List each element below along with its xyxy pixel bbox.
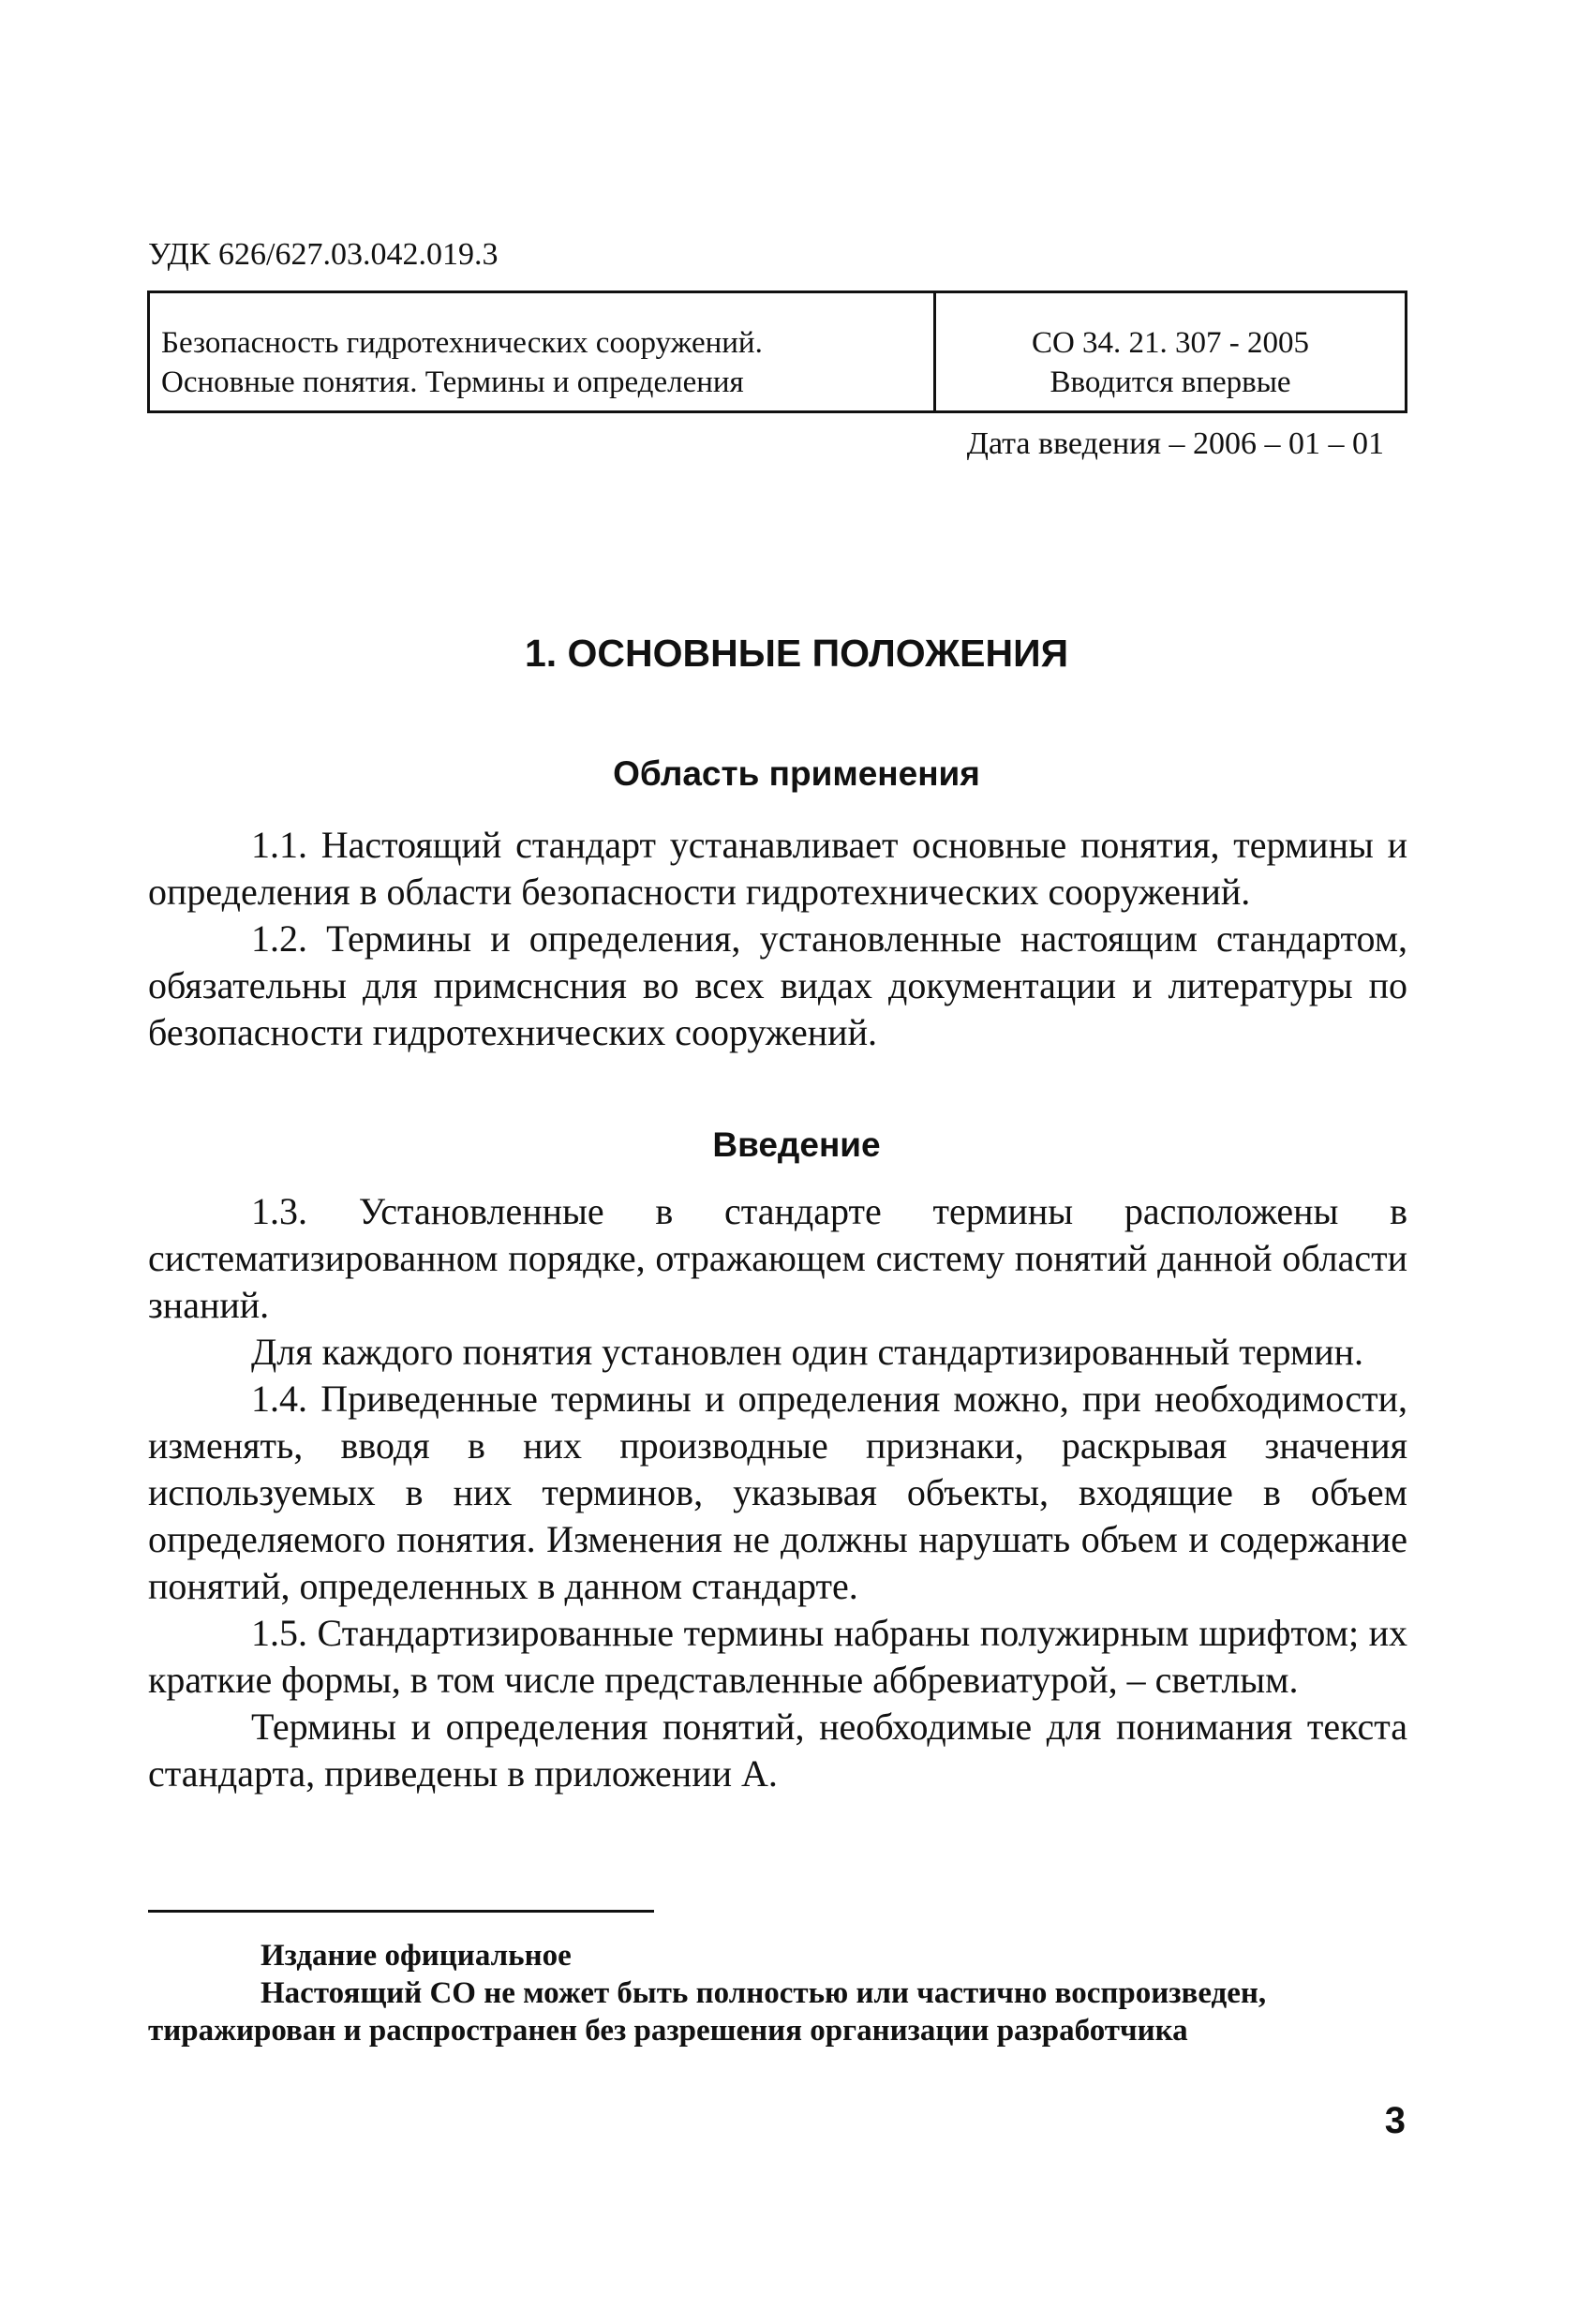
page-number: 3 <box>1384 2100 1406 2141</box>
standard-title-line-1: Безопасность гидротехнических сооружений. <box>161 326 763 360</box>
paragraph-1-2: 1.2. Термины и определения, установленные настоящим стандартом, обязательны для примснсния во всех видах документации и литературы по безопасности гидротехнических сооружений. <box>148 917 1407 1053</box>
paragraph-1-3: 1.3. Установленные в стандарте термины расположены в систематизированном порядке, отражающем систему понятий данной области знаний. <box>148 1190 1407 1326</box>
paragraph-1-4: 1.4. Приведенные термины и определения можно, при необходимости, изменять, вводя в них производные признаки, раскрывая значения используемых в них терминов, указывая объекты, входящие в объем определяемого понятия. Изменения не должны нарушать объем и содержание понятий, определенных в данном стандарте. <box>148 1378 1407 1607</box>
standard-title-cell <box>150 293 936 410</box>
copyright-notice-line-1: Настоящий СО не может быть полностью или частично воспроизведен, <box>261 1976 1267 2010</box>
standard-code: СО 34. 21. 307 - 2005 <box>1031 326 1310 360</box>
paragraph-single-term: Для каждого понятия установлен один стандартизированный термин. <box>251 1331 1364 1373</box>
scope-text <box>148 822 1407 1056</box>
paragraph-1-5: 1.5. Стандартизированные термины набраны полужирным шрифтом; их краткие формы, в том числе представленные аббревиатурой, – светлым. <box>148 1612 1407 1701</box>
standard-code-cell <box>936 293 1405 410</box>
standard-title-line-2: Основные понятия. Термины и определения <box>161 365 744 399</box>
paragraph-1-1: 1.1. Настоящий стандарт устанавливает основные понятия, термины и определения в области безопасности гидротехнических сооружений. <box>148 824 1407 913</box>
section-title: 1. ОСНОВНЫЕ ПОЛОЖЕНИЯ <box>524 632 1069 675</box>
standard-status: Вводится впервые <box>1050 365 1291 399</box>
udk-code: УДК 626/627.03.042.019.3 <box>148 237 499 272</box>
introduction-text <box>148 1188 1407 1797</box>
introduction-heading: Введение <box>712 1125 881 1164</box>
footnote-divider <box>148 1910 654 1913</box>
footnote <box>0 1937 1593 2049</box>
official-edition-note: Издание официальное <box>261 1939 572 1973</box>
paragraph-appendix-reference: Термины и определения понятий, необходимые для понимания текста стандарта, приведены в приложении А. <box>148 1706 1407 1795</box>
copyright-notice-line-2: тиражирован и распространен без разрешения организации разработчика <box>148 2014 1188 2048</box>
header-table <box>147 290 1407 413</box>
scope-heading: Область применения <box>613 754 980 793</box>
introduction-date: Дата введения – 2006 – 01 – 01 <box>966 426 1384 461</box>
